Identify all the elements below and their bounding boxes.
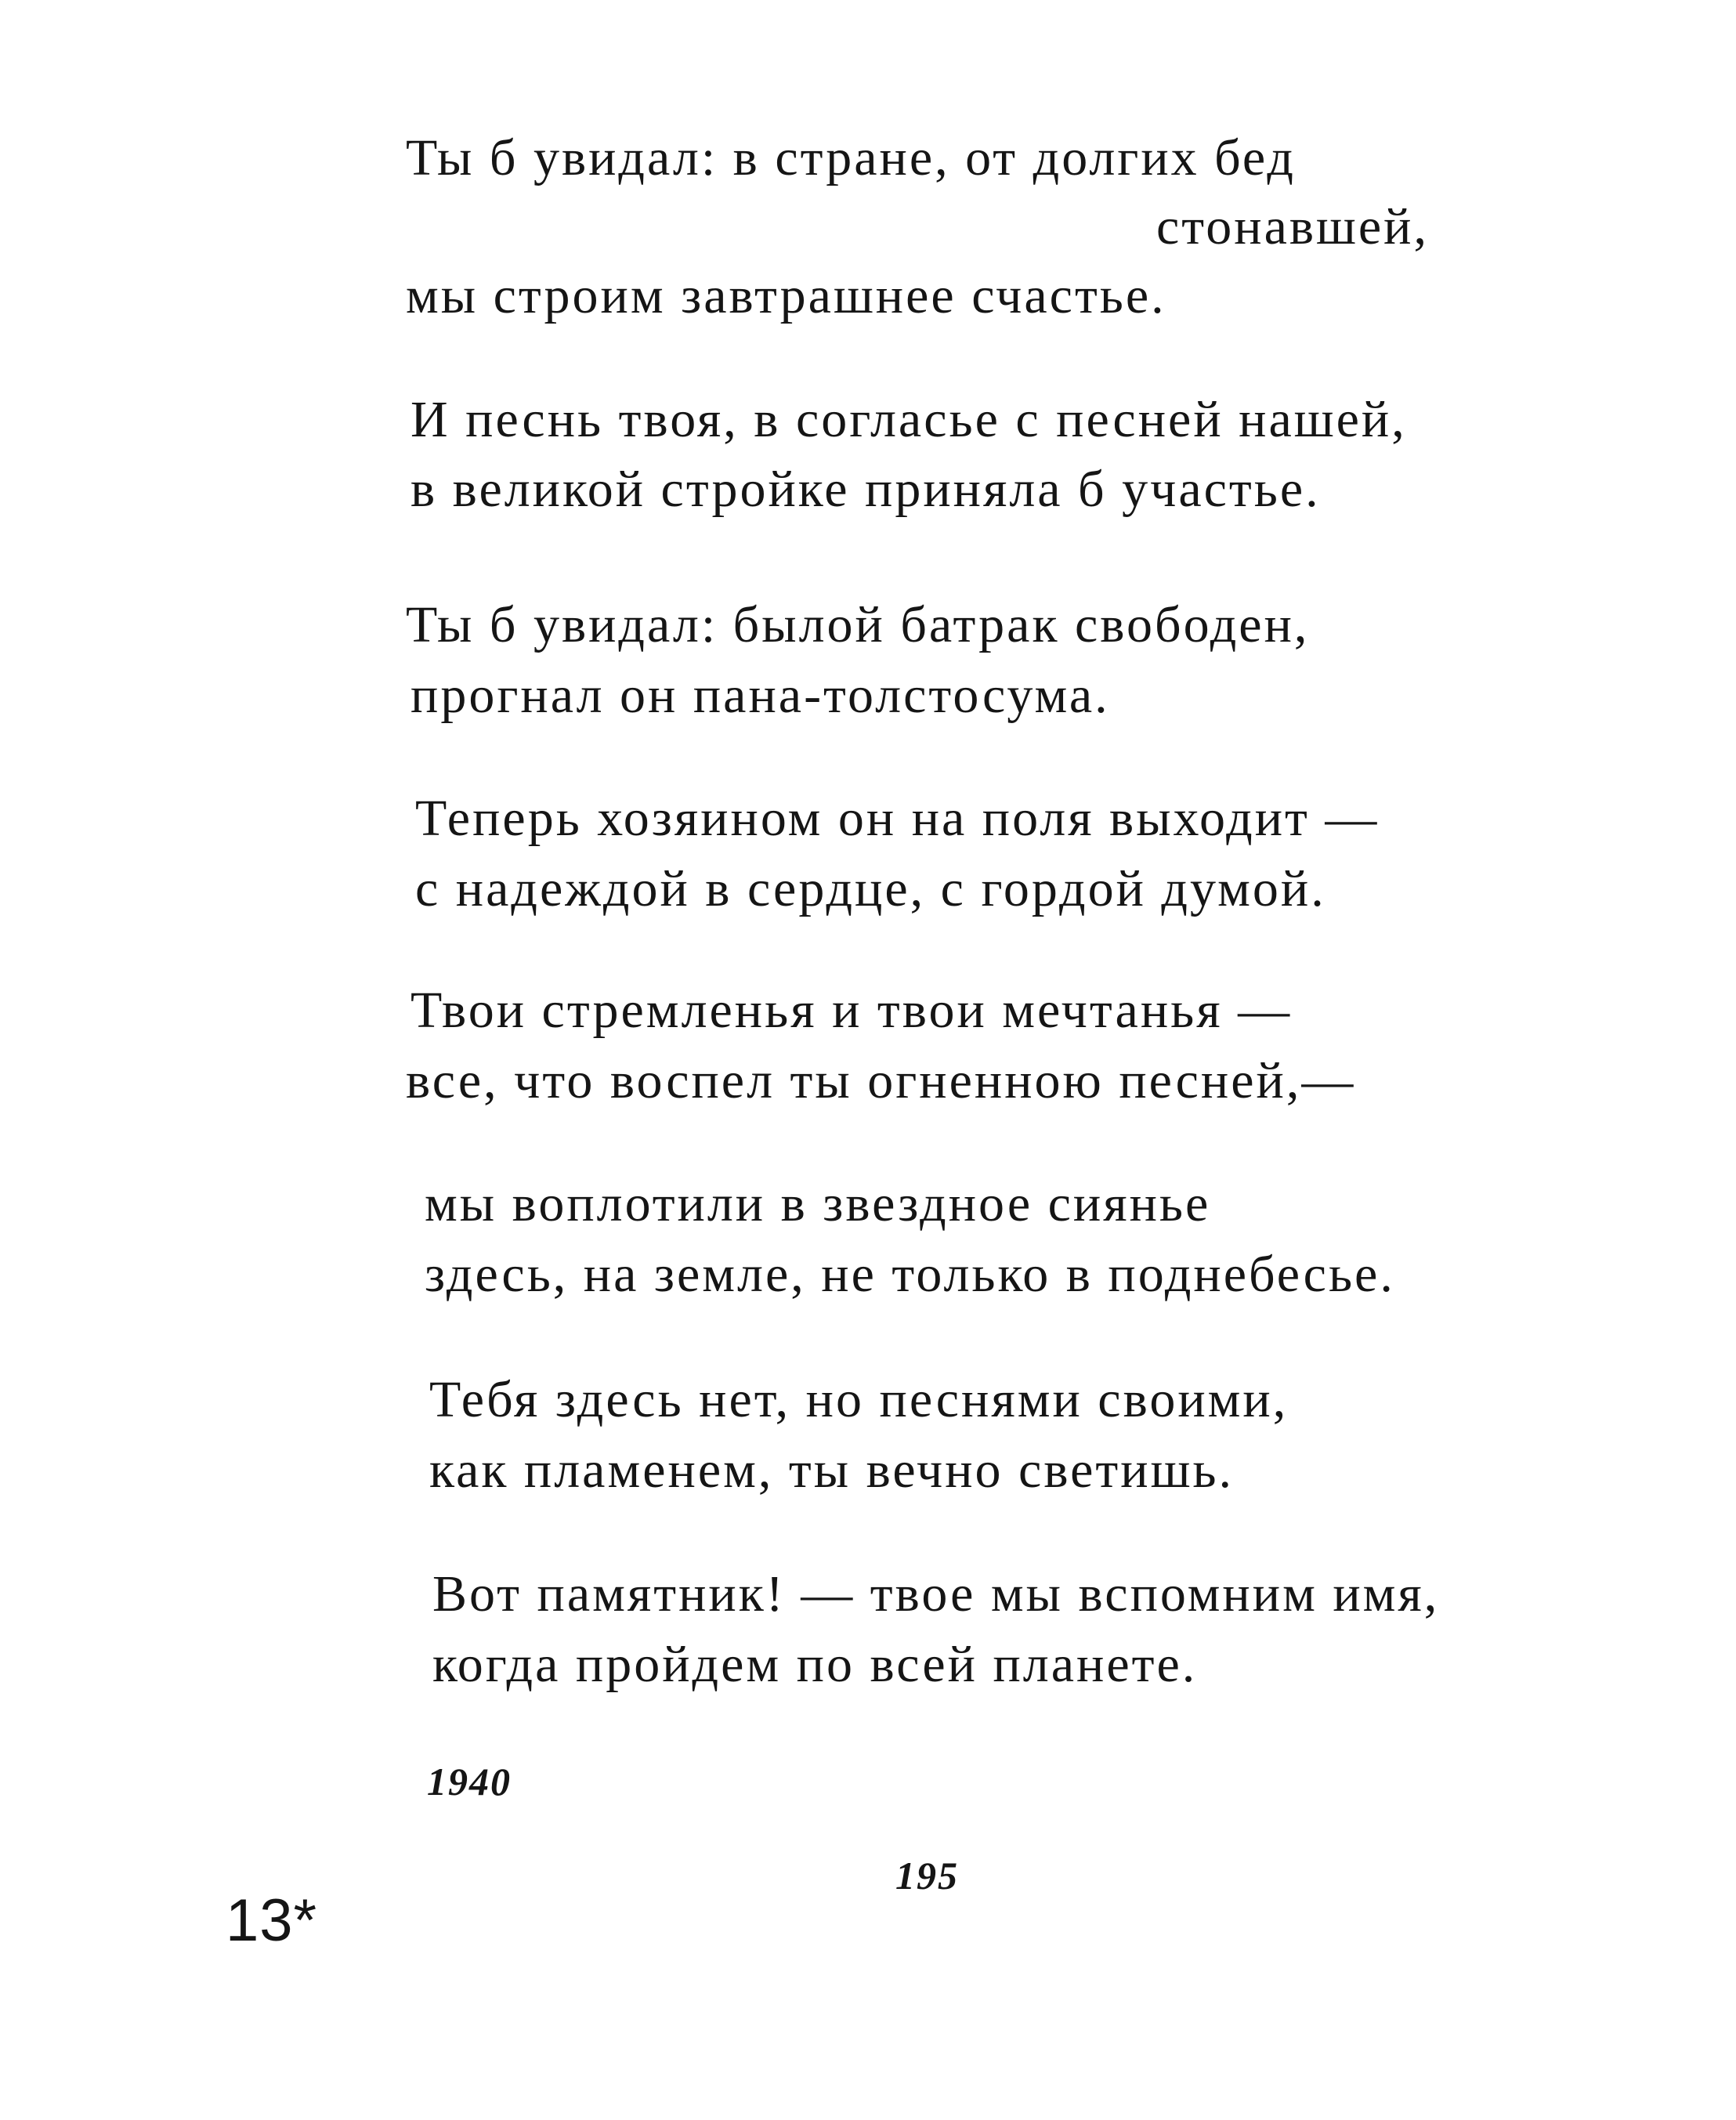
poem-line: прогнал он пана-толстосума. bbox=[410, 667, 1110, 724]
poem-line: Ты б увидал: былой батрак свободен, bbox=[406, 596, 1310, 653]
poem-line: стонавшей, bbox=[1156, 198, 1429, 255]
poem-line: мы воплотили в звездное сиянье bbox=[425, 1175, 1211, 1232]
poem-line: Теперь хозяином он на поля выходит — bbox=[415, 790, 1380, 847]
poem-line: здесь, на земле, не только в поднебесье. bbox=[425, 1246, 1395, 1303]
poem-line: мы строим завтрашнее счастье. bbox=[406, 267, 1166, 324]
poem-line: как пламенем, ты вечно светишь. bbox=[429, 1442, 1234, 1499]
poem-year: 1940 bbox=[427, 1760, 512, 1803]
page-number: 195 bbox=[895, 1854, 959, 1898]
poem-line: в великой стройке приняла б участье. bbox=[410, 461, 1321, 518]
poem-line: когда пройдем по всей планете. bbox=[432, 1636, 1198, 1693]
poem-line: все, что воспел ты огненною песней,— bbox=[406, 1052, 1356, 1109]
poem-line: Ты б увидал: в стране, от долгих бед bbox=[406, 129, 1296, 186]
poem-line: И песнь твоя, в согласье с песней нашей, bbox=[410, 391, 1407, 448]
poem-line: Твои стремленья и твои мечтанья — bbox=[410, 982, 1293, 1039]
poem-line: с надеждой в сердце, с гордой думой. bbox=[415, 860, 1326, 917]
signature-mark: 13* bbox=[226, 1887, 318, 1954]
poem-line: Тебя здесь нет, но песнями своими, bbox=[429, 1371, 1289, 1428]
poem-line: Вот памятник! — твое мы вспомним имя, bbox=[432, 1565, 1440, 1623]
